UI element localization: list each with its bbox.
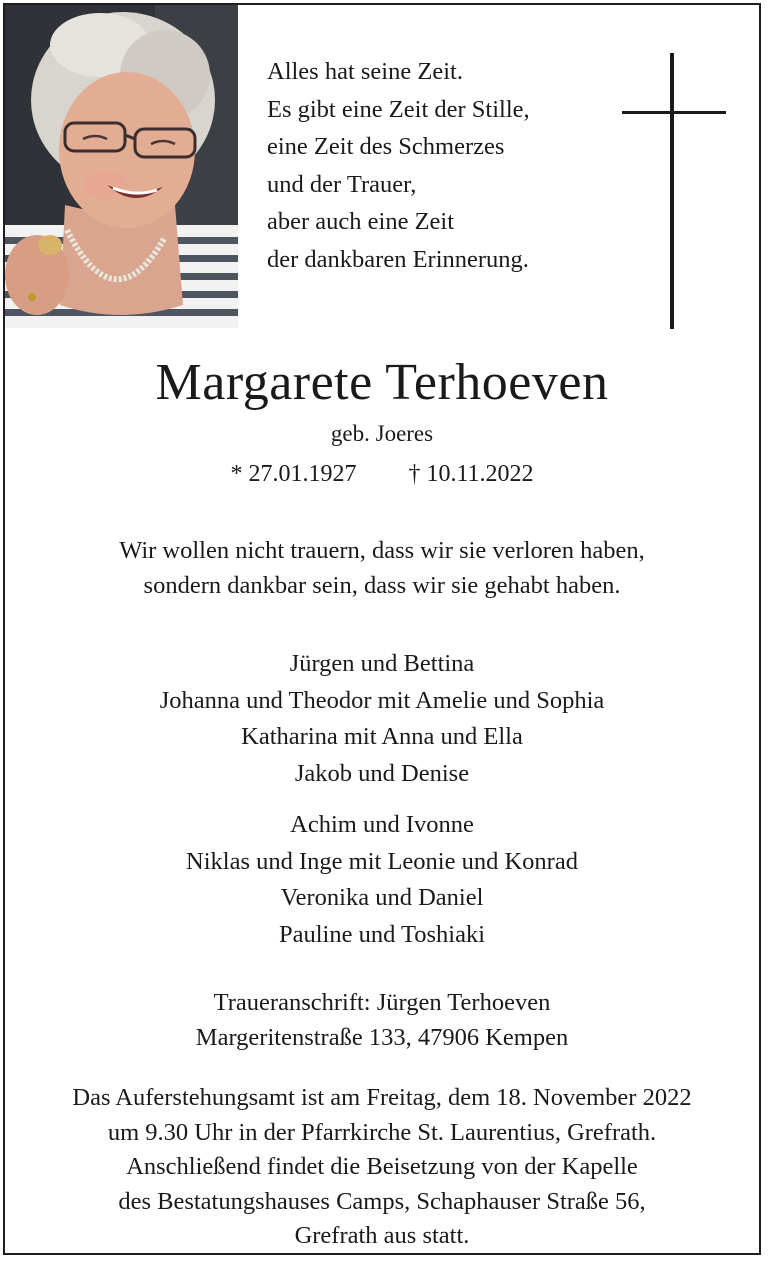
poem-line: aber auch eine Zeit [267,208,455,235]
family-line: Jakob und Denise [294,759,470,787]
poem-line: der dankbaren Erinnerung. [267,245,529,273]
poem [267,53,530,278]
life-dates [5,458,759,490]
family-line: Jürgen und Bettina [289,650,475,677]
poem-line: Alles hat seine Zeit. [267,58,463,85]
service-line: Das Auferstehungsamt ist am Freitag, dem 18. November 2022 [72,1084,692,1111]
family-group-1 [5,646,759,792]
mourning-address [5,985,759,1055]
service-line: Grefrath aus statt. [294,1222,470,1249]
address-line: Traueranschrift: Jürgen Terhoeven [213,989,551,1016]
deceased-name: Margarete Terhoeven [155,354,609,411]
death-date: † 10.11.2022 [408,461,534,487]
family-line: Achim und Ivonne [290,811,474,838]
poem-line: eine Zeit des Schmerzes [267,133,505,160]
quote-line: Wir wollen nicht trauern, dass wir sie verloren haben, [119,537,645,564]
family-line: Johanna und Theodor mit Amelie und Sophia [159,686,605,714]
address-line: Margeritenstraße 133, 47906 Kempen [195,1024,569,1051]
family-line: Pauline und Toshiaki [278,920,486,948]
maiden-name: geb. Joeres [330,421,434,446]
poem-line: und der Trauer, [267,170,417,198]
portrait-photo [5,5,238,328]
family-group-2 [5,807,759,953]
quote-line: sondern dankbar sein, dass wir sie gehabt haben. [143,572,621,599]
family-line: Katharina mit Anna und Ella [241,723,523,750]
poem-line: Es gibt eine Zeit der Stille, [267,95,530,123]
service-line: Anschließend findet die Beisetzung von der Kapelle [126,1153,638,1180]
service-line: um 9.30 Uhr in der Pfarrkirche St. Laurentius, Grefrath. [107,1118,657,1146]
memorial-quote [5,533,759,603]
obituary-card [3,3,761,1255]
family-line: Veronika und Daniel [280,884,484,911]
cross-icon [622,53,728,329]
birth-date: * 27.01.1927 [230,461,357,487]
family-line: Niklas und Inge mit Leonie und Konrad [186,847,578,875]
service-details [5,1081,759,1254]
service-line: des Bestatungshauses Camps, Schaphauser Straße 56, [118,1187,646,1215]
